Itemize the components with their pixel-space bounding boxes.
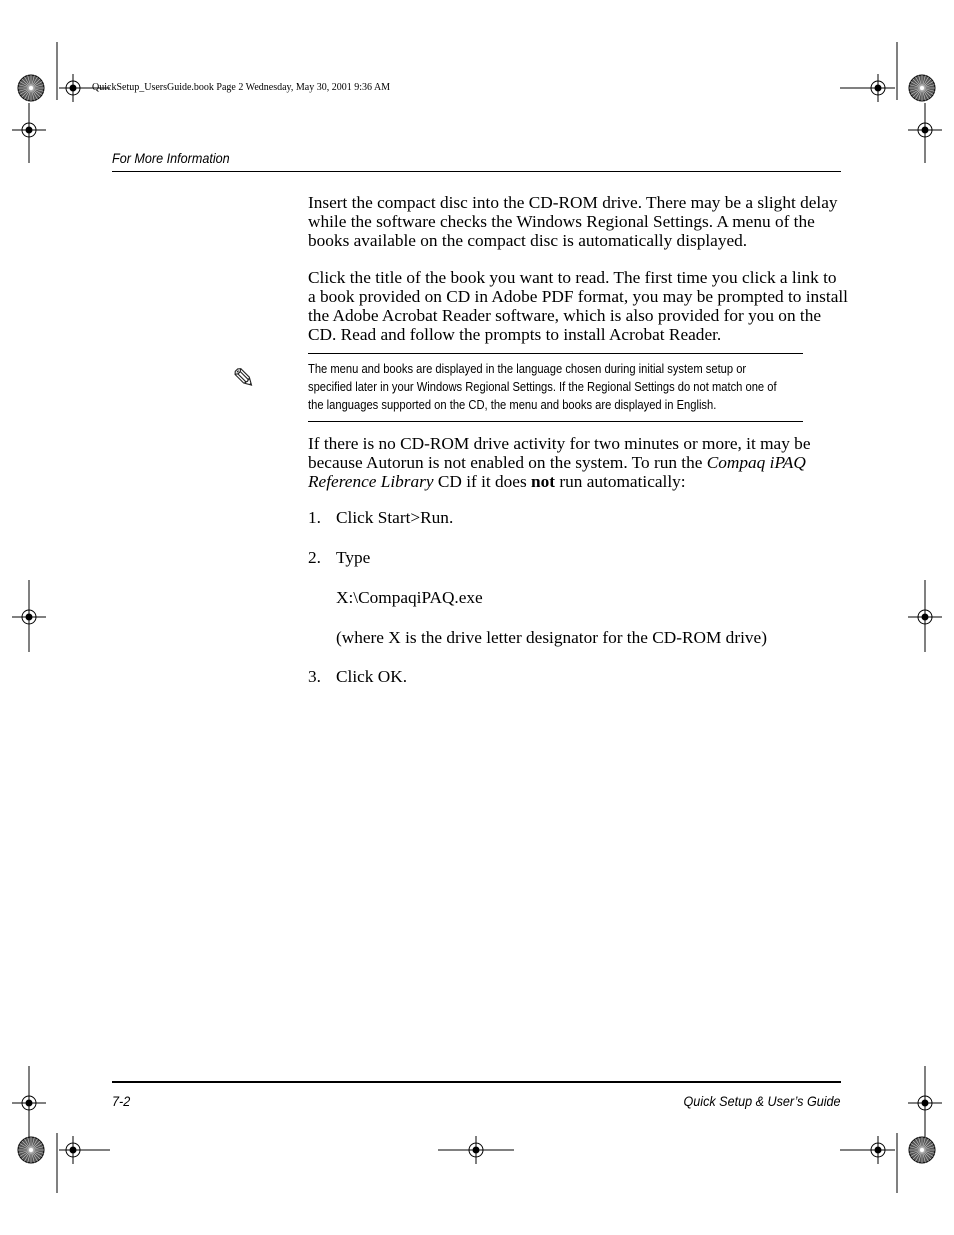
print-info-line: QuickSetup_UsersGuide.book Page 2 Wednesday, May 30, 2001 9:36 AM [92, 82, 391, 93]
step-2-number: 2. [308, 548, 321, 567]
step-1-text: Click Start>Run. [336, 508, 454, 527]
step-3-number: 3. [308, 667, 321, 686]
note-top-rule [308, 353, 803, 354]
page-number: 7-2 [112, 1093, 131, 1109]
paragraph-insert-cd: Insert the compact disc into the CD-ROM drive. There may be a slight delay while the software checks the Windows Regional Settings. A menu of the books available on the compact disc is automatically displayed. [308, 193, 838, 250]
paragraph-autorun: If there is no CD-ROM drive activity for two minutes or more, it may be because Autorun is not enabled on the system. To run the Compaq iPAQ Reference Library CD if it does not run automatically: [308, 434, 811, 491]
step-3-text: Click OK. [336, 667, 408, 686]
note-text: The menu and books are displayed in the language chosen during initial system setup or specified later in your Windows Regional Settings. If the Regional Settings do not match one of the languages supported on the CD, the menu and books are displayed in English. [308, 361, 777, 412]
running-head: For More Information [112, 150, 230, 166]
emphasis-not: not [531, 472, 556, 491]
pencil-note-icon: ✎ [232, 362, 256, 395]
step-2-command: X:\CompaqiPAQ.exe [336, 588, 483, 607]
step-2-text: Type [336, 548, 371, 567]
book-title: Quick Setup & User’s Guide [683, 1093, 841, 1109]
note-bottom-rule [308, 421, 803, 422]
step-2-note: (where X is the drive letter designator for the CD-ROM drive) [336, 628, 767, 647]
footer-rule [112, 1081, 841, 1083]
header-rule [112, 171, 841, 172]
book-title-italic: Compaq iPAQ Reference Library [308, 453, 806, 491]
paragraph-click-title: Click the title of the book you want to read. The first time you click a link to a book provided on CD in Adobe PDF format, you may be prompted to install the Adobe Acrobat Reader software, which is also provided for you on the CD. Read and follow the prompts to install Acrobat Reader. [308, 268, 848, 344]
step-1-number: 1. [308, 508, 321, 527]
